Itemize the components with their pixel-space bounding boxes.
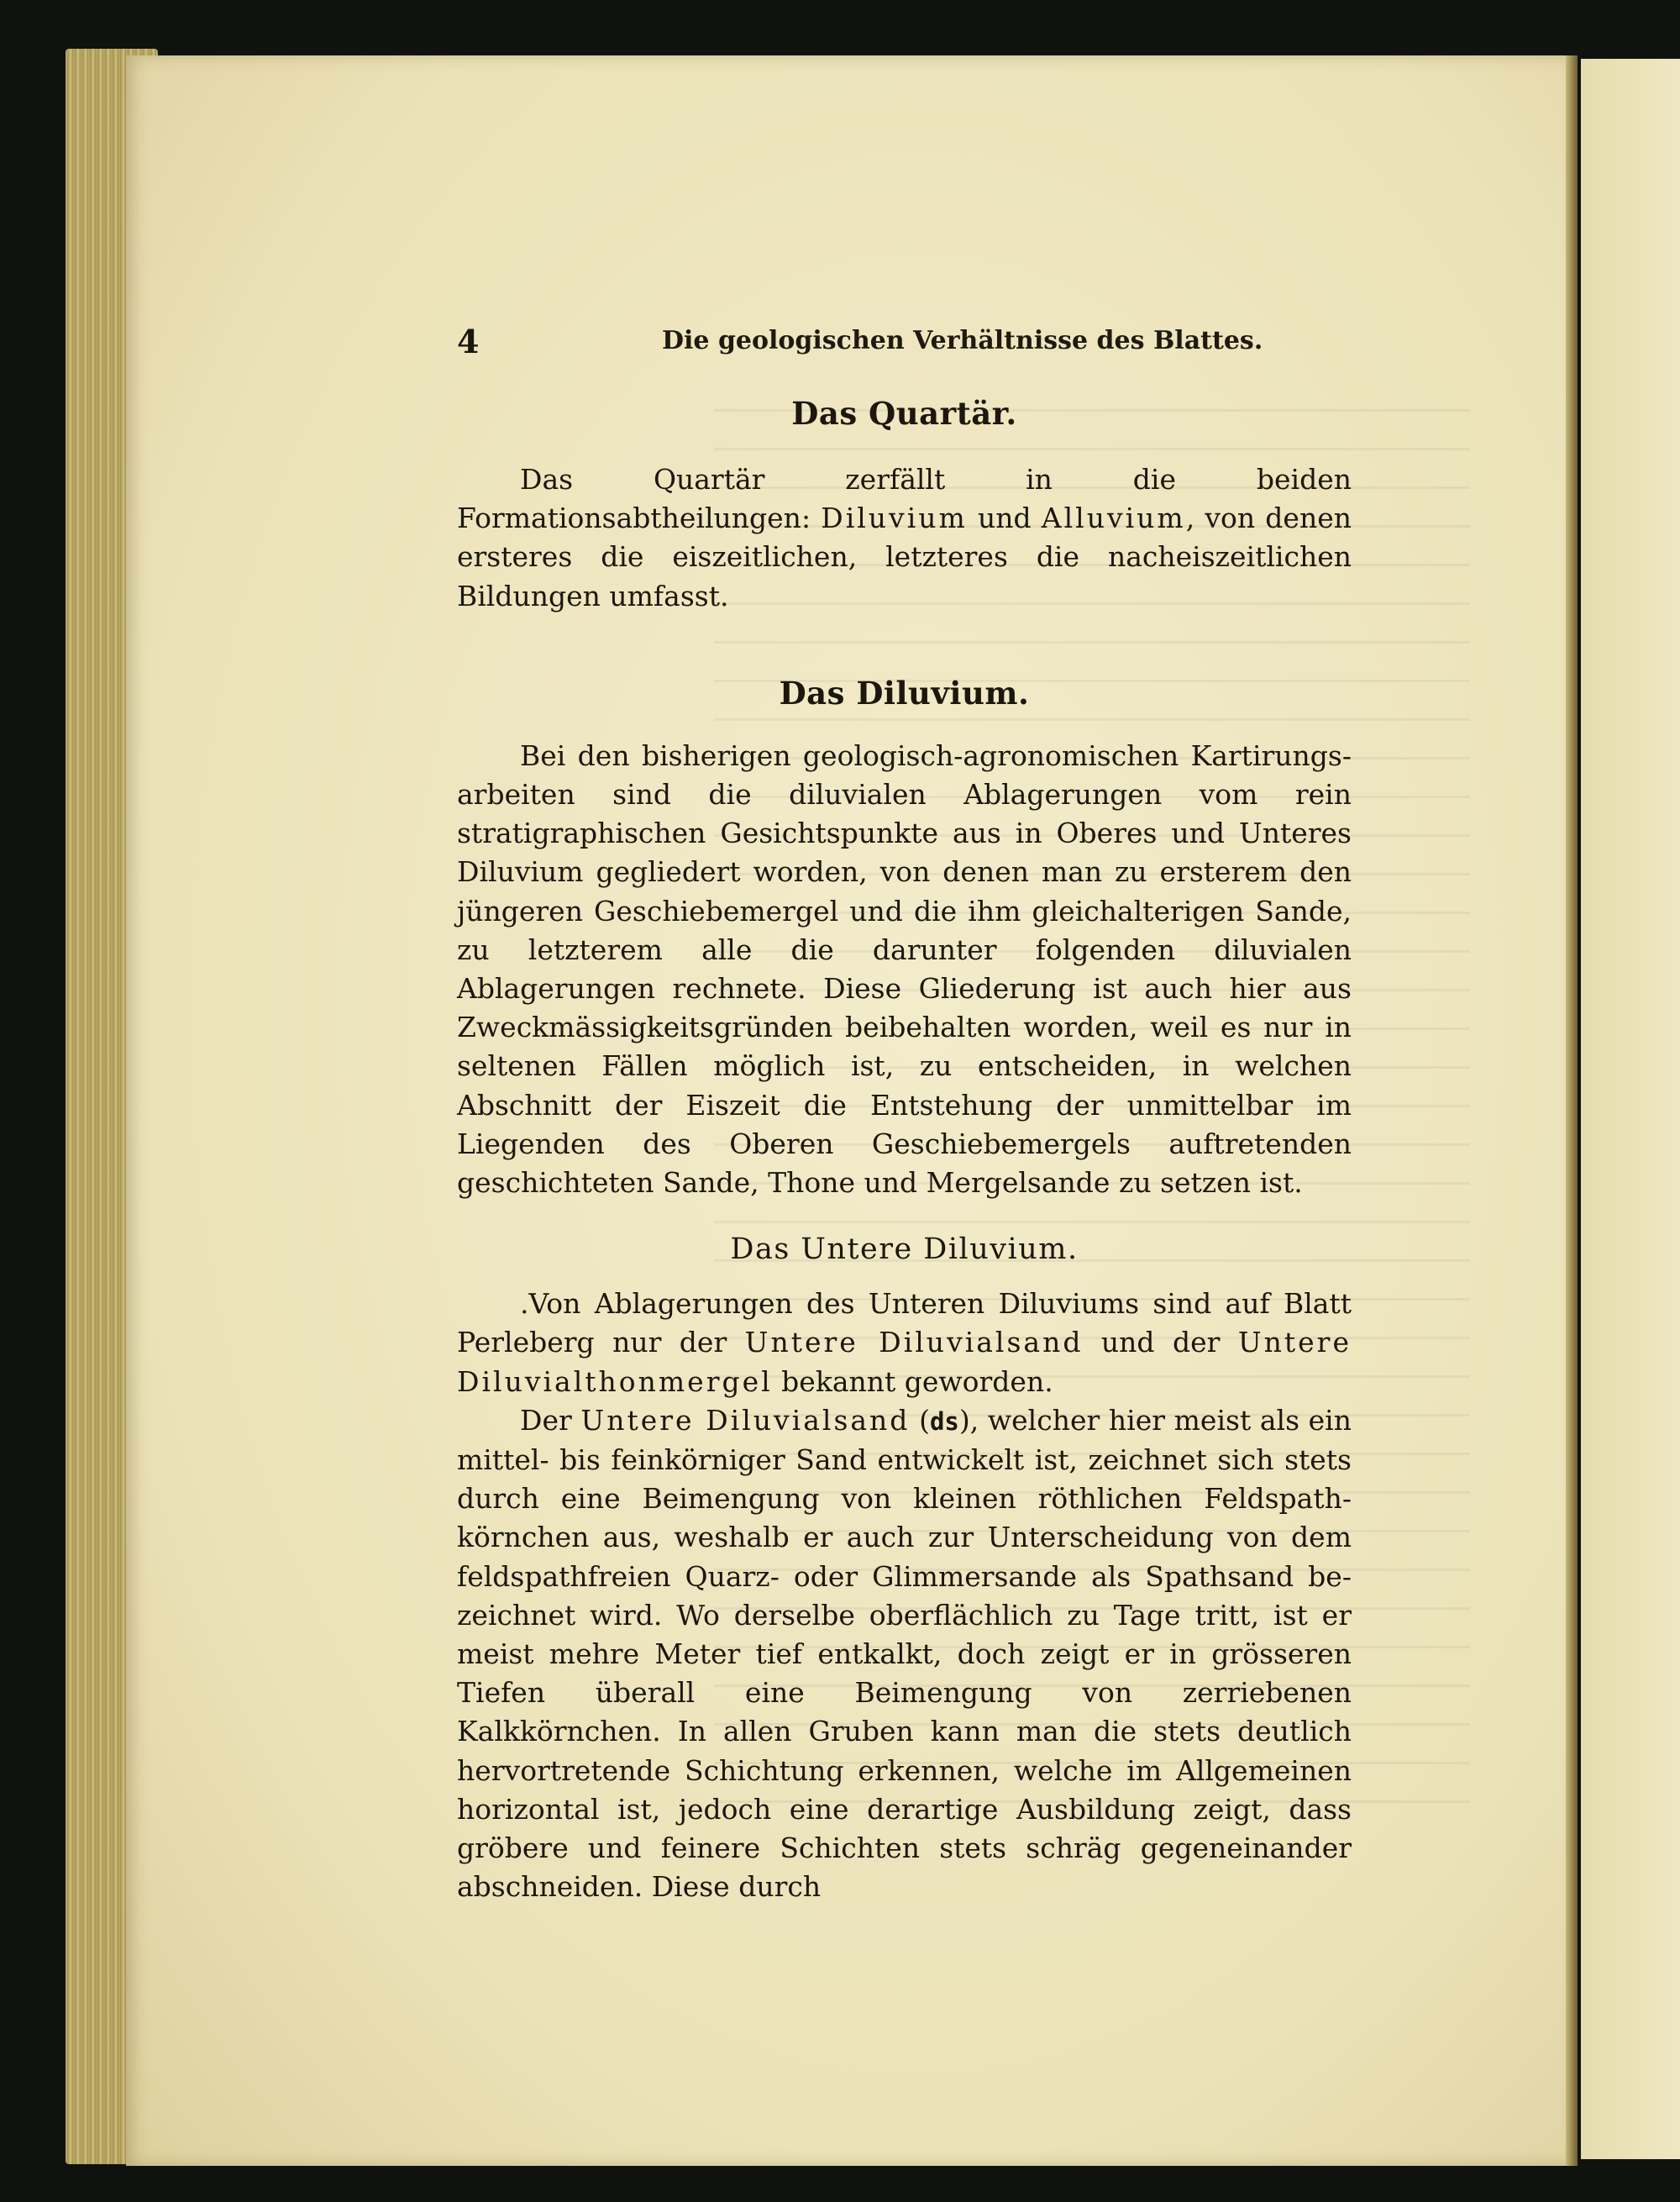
- paragraph-diluvium: Bei den bisherigen geologisch-agronomischen Kartirungsarbeiten sind die diluvialen Ablagerungen vom rein stratigraphischen Gesichtspunkte aus in Oberes und Unteres Diluvium gegliedert worden, von denen man zu ersterem den jüngeren Geschiebemergel und die ihm gleichalterigen Sande, zu letzterem alle die darunter folgenden diluvialen Ablagerungen rechnete. Diese Gliederung ist auch hier aus Zweckmässigkeitsgründen beibehalten worden, weil es nur in seltenen Fällen möglich ist, zu entscheiden, in welchen Abschnitt der Eiszeit die Entstehung der unmittelbar im Liegenden des Oberen Geschiebemergels auftretenden geschichteten Sande, Thone und Mergelsande zu setzen ist.: [457, 738, 1352, 1200]
- paragraph-quartaer: [457, 460, 1352, 616]
- heading-quartaer: Das Quartär.: [791, 395, 1017, 432]
- heading-unteres-diluvium: Das Untere Diluvium.: [730, 1232, 1079, 1267]
- running-head: [457, 323, 1352, 365]
- term-unterer-diluvialsand: Untere Diluvialsand: [744, 1326, 1084, 1359]
- text-run: , von denen ersteres die eiszeitlichen, letzteres die nacheiszeitlichen Bildungen umfasst.: [457, 502, 1352, 612]
- term-alluvium: Alluvium: [1041, 502, 1186, 535]
- text-run: Das Quartär zerfällt in die beiden Formationsabtheilungen:: [457, 463, 1352, 535]
- text-run: bekannt geworden.: [772, 1364, 1053, 1398]
- text-run: .Von Ablagerungen des Unteren Diluviums sind auf Blatt Perleberg nur der: [457, 1287, 1352, 1359]
- book-gutter: [1566, 55, 1578, 2166]
- paragraph-unteres-2: [457, 1401, 1352, 1907]
- page-number: 4: [457, 323, 480, 360]
- term-unterer-diluvialthonmergel: Untere Diluvialthonmergel: [457, 1326, 1352, 1398]
- text-run: ), welcher hier meist als ein mittel- bis feinkörniger Sand entwickelt ist, zeichnet sich stets durch eine Beimengung von kleinen röthlichen Feldspathkörnchen aus, weshalb er auch zur Unterscheidung von dem feldspathfreien Quarz- oder Glimmersande als Spathsand bezeichnet wird. Wo derselbe oberflächlich zu Tage tritt, ist er meist mehre Meter tief entkalkt, doch zeigt er in grösseren Tiefen überall eine Beimengung von zerriebenen Kalkkörnchen. In allen Gruben kann man die stets deutlich hervortretende Schichtung erkennen, welche im Allgemeinen horizontal ist, jedoch eine derartige Ausbildung zeigt, dass gröbere und feinere Schichten stets schräg gegeneinander abschneiden. Diese durch: [457, 1403, 1352, 1904]
- text-run: (: [910, 1403, 930, 1437]
- term-diluvium: Diluvium: [821, 502, 968, 535]
- text-block: [457, 395, 1352, 1907]
- text-run: und: [967, 502, 1042, 535]
- heading-diluvium: Das Diluvium.: [779, 674, 1030, 712]
- paragraph-unteres-1: [457, 1285, 1352, 1401]
- term-unterer-diluvialsand: Untere Diluvialsand: [580, 1403, 911, 1437]
- map-symbol-ds: ds: [929, 1406, 959, 1436]
- running-title: Die geologischen Verhältnisse des Blattes.: [662, 326, 1263, 355]
- facing-page-edge: [1581, 59, 1680, 2159]
- text-run: und der: [1083, 1326, 1238, 1359]
- text-run: Der: [520, 1403, 581, 1437]
